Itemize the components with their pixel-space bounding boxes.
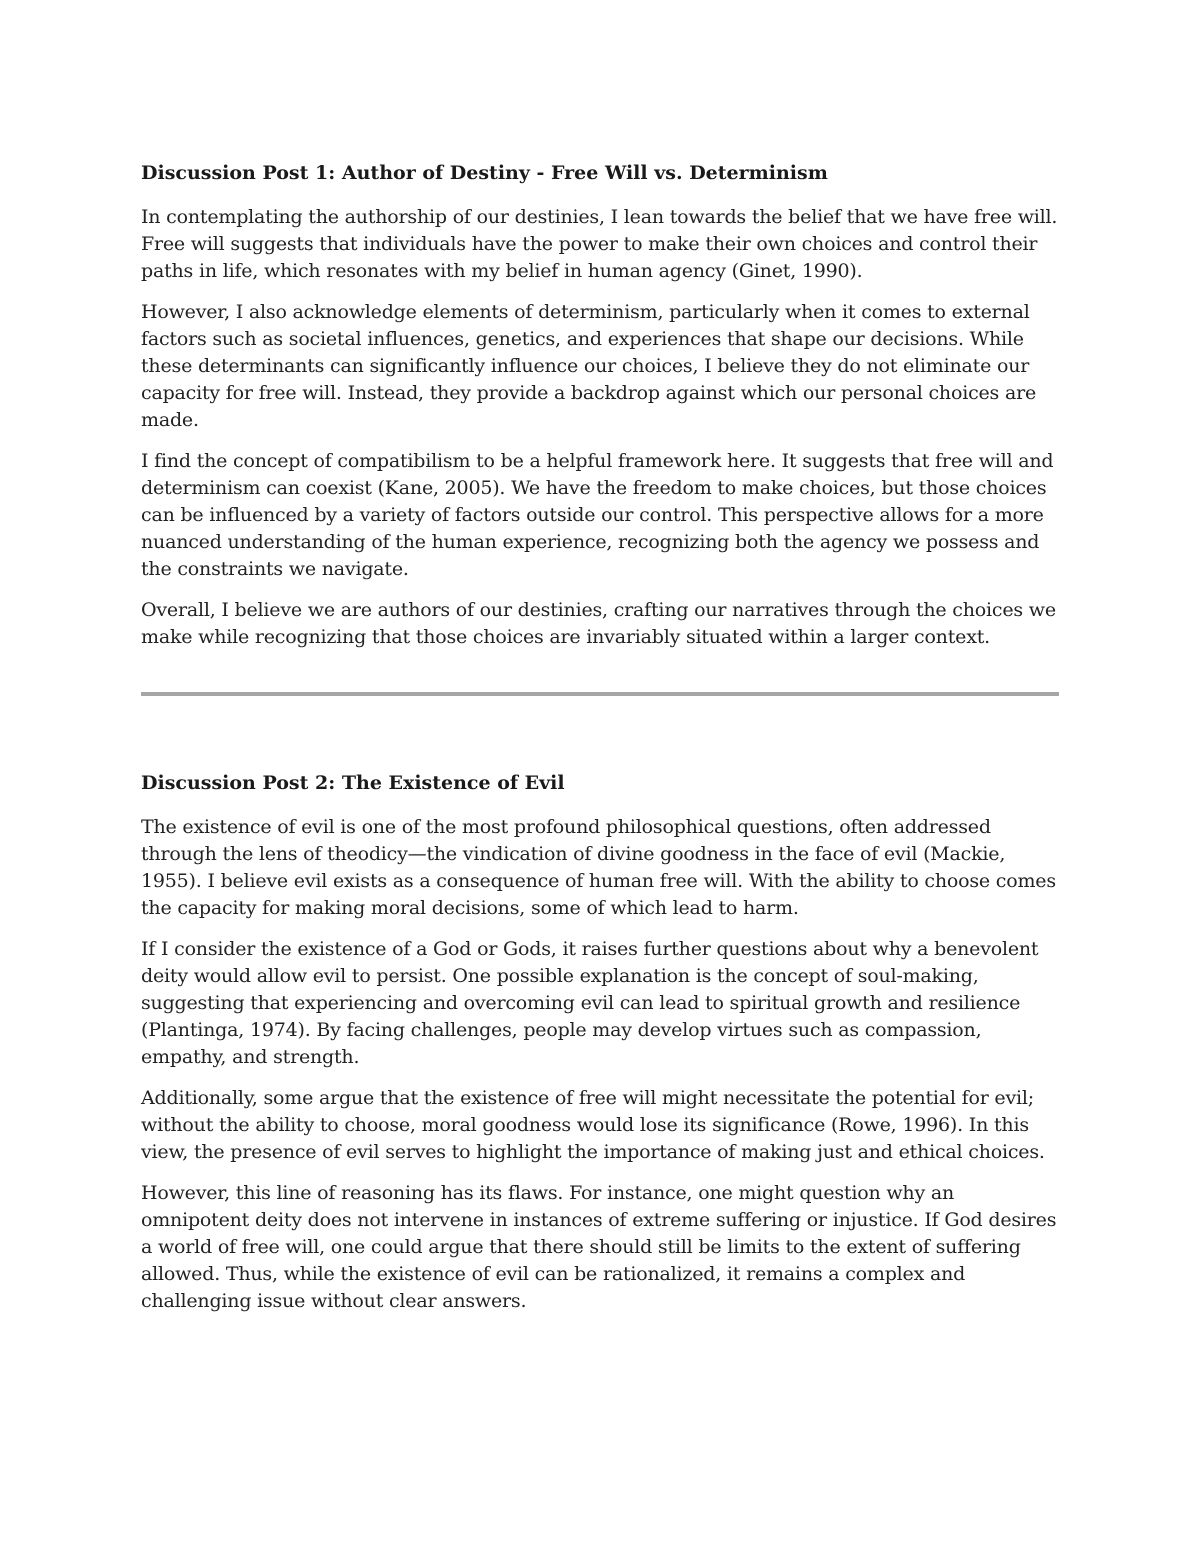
post-1-paragraph-4: Overall, I believe we are authors of our destinies, crafting our narratives through the choices we make while recognizing that those choices are invariably situated within a larger context. <box>141 599 1056 648</box>
post-1-heading: Discussion Post 1: Author of Destiny - Free Will vs. Determinism <box>141 162 828 184</box>
post-2-paragraph-1: The existence of evil is one of the most profound philosophical questions, often addressed through the lens of theodicy—the vindication of divine goodness in the face of evil (Mackie, 1955). I believe evil exists as a consequence of human free will. With the ability to choose comes the capacity for making moral decisions, some of which lead to harm. <box>141 816 1056 919</box>
discussion-post-2 <box>141 770 1061 1329</box>
section-divider <box>141 692 1059 696</box>
post-1-paragraph-2: However, I also acknowledge elements of determinism, particularly when it comes to external factors such as societal influences, genetics, and experiences that shape our decisions. While these determinants can significantly influence our choices, I believe they do not eliminate our capacity for free will. Instead, they provide a backdrop against which our personal choices are made. <box>141 301 1036 431</box>
post-2-heading: Discussion Post 2: The Existence of Evil <box>141 772 565 794</box>
post-2-paragraph-2: If I consider the existence of a God or Gods, it raises further questions about why a benevolent deity would allow evil to persist. One possible explanation is the concept of soul-making, suggesting that experiencing and overcoming evil can lead to spiritual growth and resilience (Plantinga, 1974). By facing challenges, people may develop virtues such as compassion, empathy, and strength. <box>141 938 1039 1068</box>
post-1-paragraph-3: I find the concept of compatibilism to be a helpful framework here. It suggests that free will and determinism can coexist (Kane, 2005). We have the freedom to make choices, but those choices can be influenced by a variety of factors outside our control. This perspective allows for a more nuanced understanding of the human experience, recognizing both the agency we possess and the constraints we navigate. <box>141 450 1054 580</box>
discussion-post-1 <box>141 160 1061 665</box>
post-2-paragraph-3: Additionally, some argue that the existence of free will might necessitate the potential for evil; without the ability to choose, moral goodness would lose its significance (Rowe, 1996). In this view, the presence of evil serves to highlight the importance of making just and ethical choices. <box>141 1087 1045 1163</box>
post-2-paragraph-4: However, this line of reasoning has its flaws. For instance, one might question why an omnipotent deity does not intervene in instances of extreme suffering or injustice. If God desires a world of free will, one could argue that there should still be limits to the extent of suffering allowed. Thus, while the existence of evil can be rationalized, it remains a complex and challenging issue without clear answers. <box>141 1182 1057 1312</box>
post-1-paragraph-1: In contemplating the authorship of our destinies, I lean towards the belief that we have free will. Free will suggests that individuals have the power to make their own choices and control their paths in life, which resonates with my belief in human agency (Ginet, 1990). <box>141 206 1058 282</box>
